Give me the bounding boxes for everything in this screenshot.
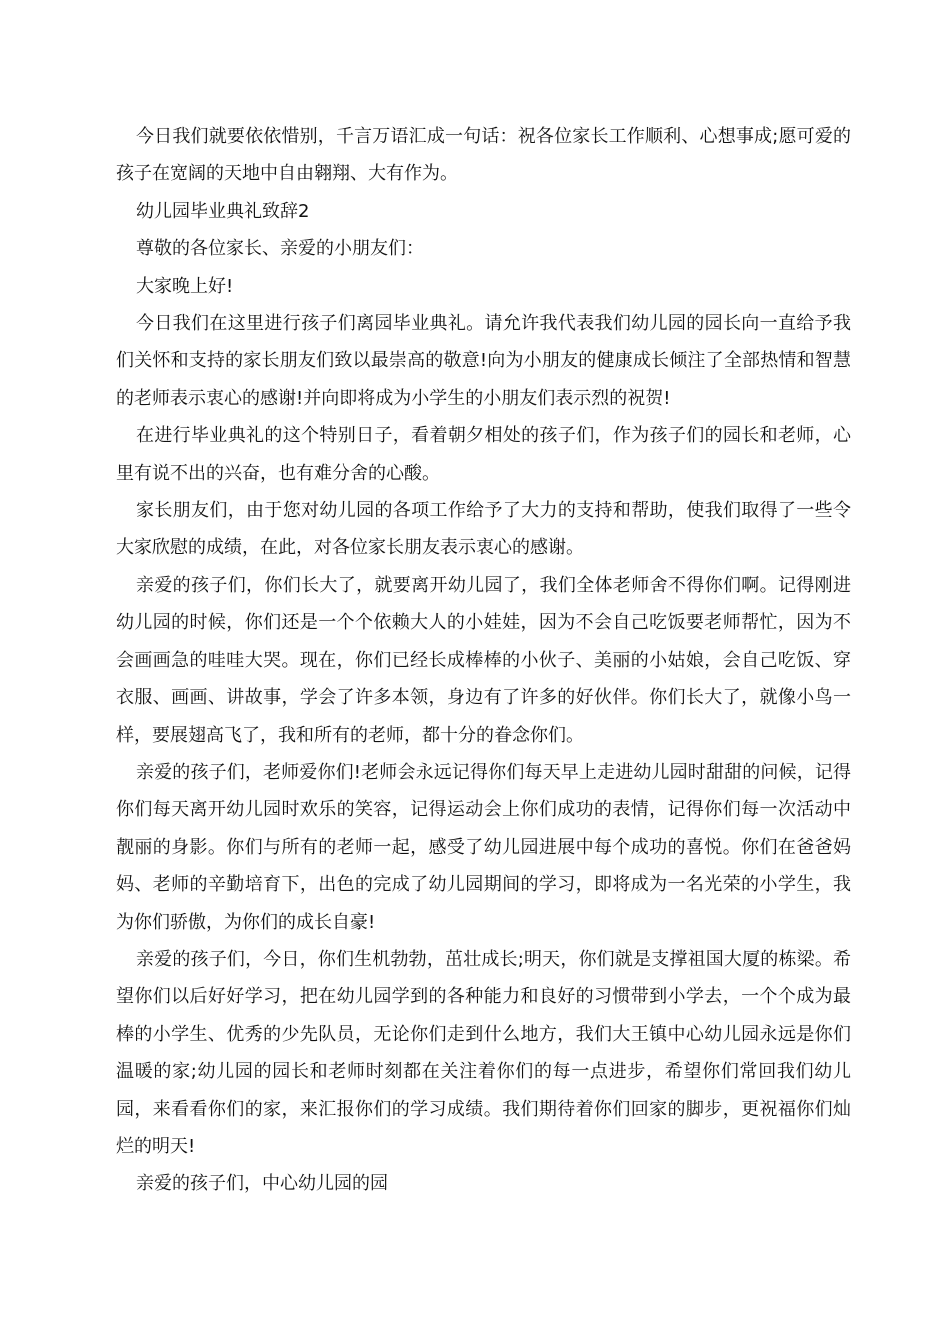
speech-title: 幼儿园毕业典礼致辞2: [136, 200, 310, 222]
paragraph-opening: 今日我们在这里进行孩子们离园毕业典礼。请允许我代表我们幼儿园的园长向一直给予我们关怀和支持的家长朋友们致以最崇高的敬意!向为小朋友的健康成长倾注了全部热情和智慧的老师表示衷心的感谢!并向即将成为小学生的小朋友们表示烈的祝贺!: [116, 313, 851, 409]
paragraph-children-grown: 亲爱的孩子们，你们长大了，就要离开幼儿园了，我们全体老师舍不得你们啊。记得刚进幼儿园的时候，你们还是一个个依赖大人的小娃娃，因为不会自己吃饭要老师帮忙，因为不会画画急的哇哇大哭。现在，你们已经长成棒棒的小伙子、美丽的小姑娘，会自己吃饭、穿衣服、画画、讲故事，学会了许多本领，身边有了许多的好伙伴。你们长大了，就像小鸟一样，要展翅高飞了，我和所有的老师，都十分的眷念你们。: [116, 574, 851, 746]
paragraph-future-hopes: 亲爱的孩子们，今日，你们生机勃勃，茁壮成长;明天，你们就是支撑祖国大厦的栋梁。希望你们以后好好学习，把在幼儿园学到的各种能力和良好的习惯带到小学去，一个个成为最棒的小学生、优秀的少先队员，无论你们走到什么地方，我们大王镇中心幼儿园永远是你们温暖的家;幼儿园的园长和老师时刻都在关注着你们的每一点进步，希望你们常回我们幼儿园，来看看你们的家，来汇报你们的学习成绩。我们期待着你们回家的脚步，更祝福你们灿烂的明天!: [116, 948, 851, 1157]
paragraph-special-day: 在进行毕业典礼的这个特别日子，看着朝夕相处的孩子们，作为孩子们的园长和老师，心里有说不出的兴奋，也有难分舍的心酸。: [116, 425, 851, 484]
salutation: 尊敬的各位家长、亲爱的小朋友们：: [136, 238, 424, 260]
paragraph-closing-fragment: 亲爱的孩子们，中心幼儿园的园: [136, 1173, 388, 1195]
document-page: [116, 118, 851, 1203]
paragraph-teachers-love: 亲爱的孩子们，老师爱你们!老师会永远记得你们每天早上走进幼儿园时甜甜的问候，记得你们每天离开幼儿园时欢乐的笑容，记得运动会上你们成功的表情，记得你们每一次活动中靓丽的身影。你们与所有的老师一起，感受了幼儿园进展中每个成功的喜悦。你们在爸爸妈妈、老师的辛勤培育下，出色的完成了幼儿园期间的学习，即将成为一名光荣的小学生，我为你们骄傲，为你们的成长自豪!: [116, 761, 851, 933]
greeting: 大家晚上好!: [136, 275, 234, 297]
paragraph-farewell-wish: 今日我们就要依依惜别，千言万语汇成一句话：祝各位家长工作顺利、心想事成;愿可爱的孩子在宽阔的天地中自由翱翔、大有作为。: [116, 126, 851, 185]
paragraph-parents-thanks: 家长朋友们，由于您对幼儿园的各项工作给予了大力的支持和帮助，使我们取得了一些令大家欣慰的成绩，在此，对各位家长朋友表示衷心的感谢。: [116, 500, 851, 559]
